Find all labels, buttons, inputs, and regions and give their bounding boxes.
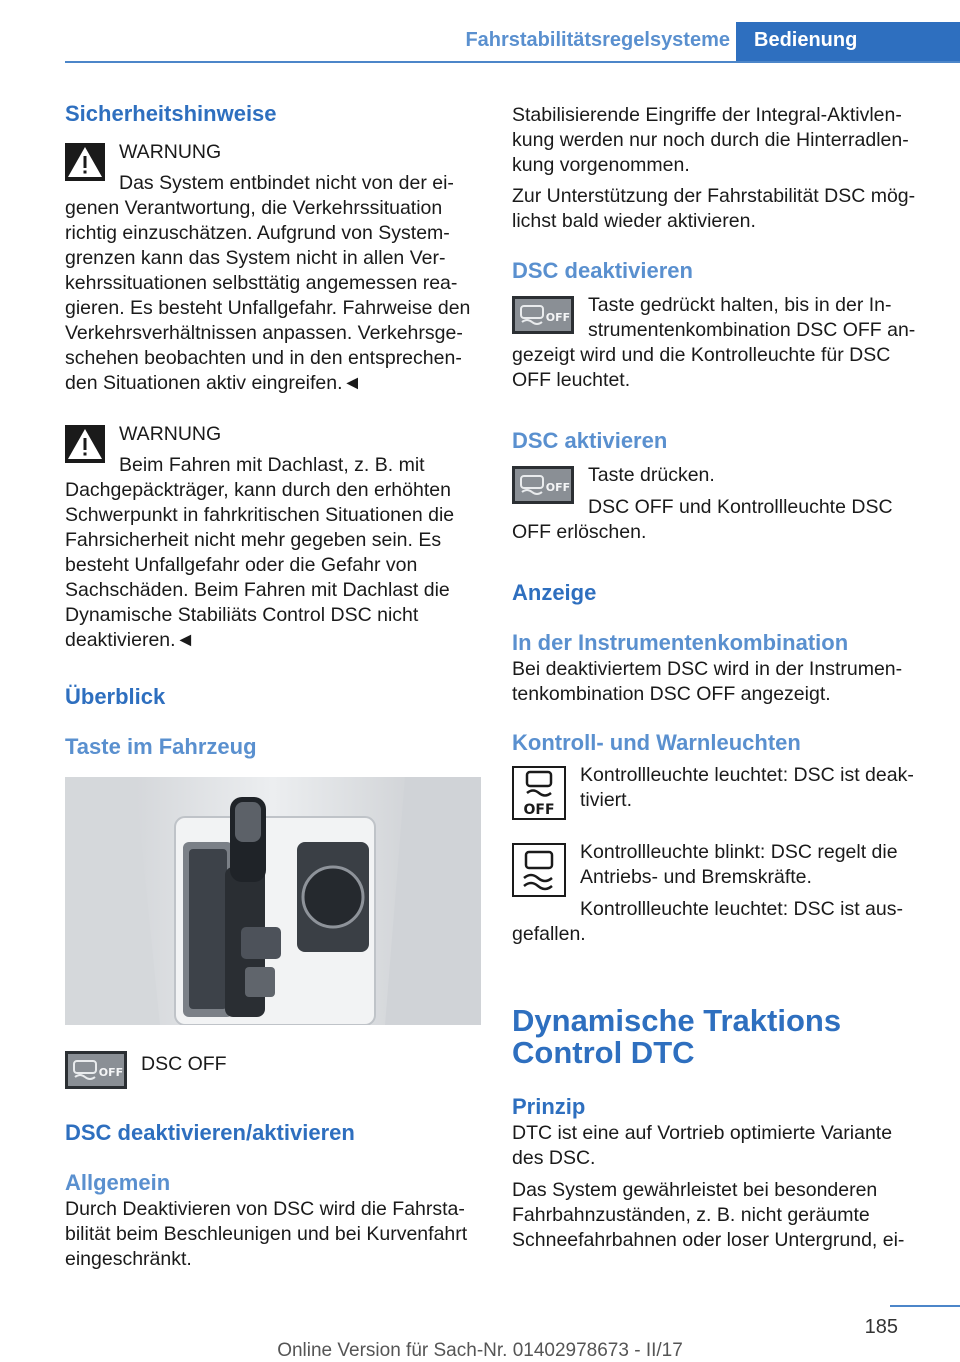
center-console-photo	[65, 777, 481, 1025]
general-heading: Allgemein	[65, 1170, 171, 1195]
dsc-deactivate-activate-heading: DSC deaktivieren/aktivieren	[65, 1120, 355, 1145]
warning-1-label: WARNUNG	[119, 141, 222, 163]
dsc-activate-heading: DSC aktivieren	[512, 428, 668, 453]
dsc-activate-line-2-rest: OFF erlöschen.	[512, 521, 647, 543]
instrument-cluster-heading: In der Instrumentenkombination	[512, 630, 849, 655]
off-label: OFF	[523, 802, 555, 818]
footer-divider	[890, 1305, 960, 1307]
principle-heading: Prinzip	[512, 1094, 586, 1119]
indicator-lamps-heading: Kontroll- und Warnleuchten	[512, 730, 801, 755]
warning-1-text: genen Verantwortung, die Verkehrssituation richtig einzuschätzen. Aufgrund von Systemgrenzen kann das System nicht in allen Verkehrssituationen selbsttätig angemessen reagieren. Es besteht Unfallgefahr. Fahrweise den Verkehrsverhältnissen anpassen. Verkehrsgeschehen beobachten und in den entsprechenden Situationen aktiv eingreifen.◄	[65, 197, 471, 394]
footer-version-text: Online Version für Sach-Nr. 01402978673 - II/17	[277, 1340, 683, 1361]
warning-2-first-line: Beim Fahren mit Dachlast, z. B. mit	[119, 454, 425, 476]
header-divider	[65, 61, 960, 63]
header-section-title: Fahrstabilitätsregelsysteme	[465, 29, 730, 51]
warning-triangle-icon	[65, 143, 105, 181]
lamp-1-block	[512, 763, 928, 824]
dsc-activate-block	[512, 463, 928, 545]
instrument-cluster-text: Bei deaktiviertem DSC wird in der Instrumentenkombination DSC OFF angezeigt.	[512, 658, 903, 705]
warning-triangle-icon	[65, 425, 105, 463]
principle-text-1: DTC ist eine auf Vortrieb optimierte Variante des DSC.	[512, 1122, 893, 1169]
dsc-indicator-icon	[512, 843, 566, 897]
right-column	[512, 100, 928, 1253]
off-label: OFF	[98, 1066, 124, 1079]
intro-paragraph-1: Stabilisierende Eingriffe der Integral-Aktivlenkung werden nur noch durch die Hinterradlenkung vorgenommen.	[512, 104, 909, 176]
dsc-off-caption-block	[65, 1048, 481, 1093]
lamp-2-text: Kontrollleuchte blinkt: DSC regelt die Antriebs- und Bremskräfte.	[580, 841, 898, 888]
dsc-deactivate-heading: DSC deaktivieren	[512, 258, 693, 283]
dsc-activate-line-1: Taste drücken.	[588, 464, 715, 486]
warning-block-1	[65, 140, 481, 396]
general-text: Durch Deaktivieren von DSC wird die Fahrstabilität beim Beschleunigen und bei Kurvenfahrt eingeschränkt.	[65, 1198, 468, 1270]
dsc-deactivate-text: gezeigt wird und die Kontrolleuchte für DSC OFF leuchtet.	[512, 344, 891, 391]
overview-heading: Überblick	[65, 684, 166, 709]
dtc-heading: Dynamische Traktions Control DTC	[512, 1003, 842, 1070]
dsc-deactivate-first-text: Taste gedrückt halten, bis in der Instrumentenkombination DSC OFF an-	[588, 294, 916, 341]
intro-paragraph-2: Zur Unterstützung der Fahrstabilität DSC möglichst bald wieder aktivieren.	[512, 185, 916, 232]
warning-block-2	[65, 422, 481, 653]
safety-heading: Sicherheitshinweise	[65, 101, 277, 126]
off-label: OFF	[545, 481, 571, 494]
button-in-vehicle-heading: Taste im Fahrzeug	[65, 734, 257, 759]
header-tab-bedienung: Bedienung	[736, 22, 960, 62]
warning-2-label: WARNUNG	[119, 423, 222, 445]
dsc-activate-line-2-first: DSC OFF und Kontrollleuchte DSC	[588, 496, 893, 518]
lamp-3-text: gefallen.	[512, 923, 586, 945]
off-label: OFF	[545, 311, 571, 324]
dsc-off-button-icon	[512, 296, 574, 334]
dsc-off-button-icon	[512, 466, 574, 504]
dsc-off-button-icon	[65, 1051, 127, 1089]
lamp-2-block	[512, 840, 928, 947]
principle-text-2: Das System gewährleistet bei besonderen Fahrbahnzuständen, z. B. nicht geräumte Schneefahrbahnen oder loser Untergrund, ei-	[512, 1179, 905, 1251]
dsc-off-caption: DSC OFF	[141, 1053, 227, 1075]
dsc-deactivate-block	[512, 293, 928, 393]
display-heading: Anzeige	[512, 580, 597, 605]
dsc-off-indicator-icon	[512, 766, 566, 820]
left-column	[65, 100, 481, 1272]
lamp-3-first-text: Kontrollleuchte leuchtet: DSC ist aus-	[580, 898, 903, 920]
warning-1-first-line: Das System entbindet nicht von der ei-	[119, 172, 454, 194]
page-number: 185	[864, 1316, 898, 1338]
warning-2-text: Dachgepäckträger, kann durch den erhöhten Schwerpunkt in fahrkritischen Situationen die Fahrsicherheit nicht mehr gegeben sein. Es besteht Unfallgefahr oder die Gefahr von Sachschäden. Beim Fahren mit Dachlast die Dynamische Stabiliäts Control DSC nicht deaktivieren.◄	[65, 479, 455, 651]
lamp-1-text: Kontrollleuchte leuchtet: DSC ist deaktiviert.	[580, 764, 914, 811]
